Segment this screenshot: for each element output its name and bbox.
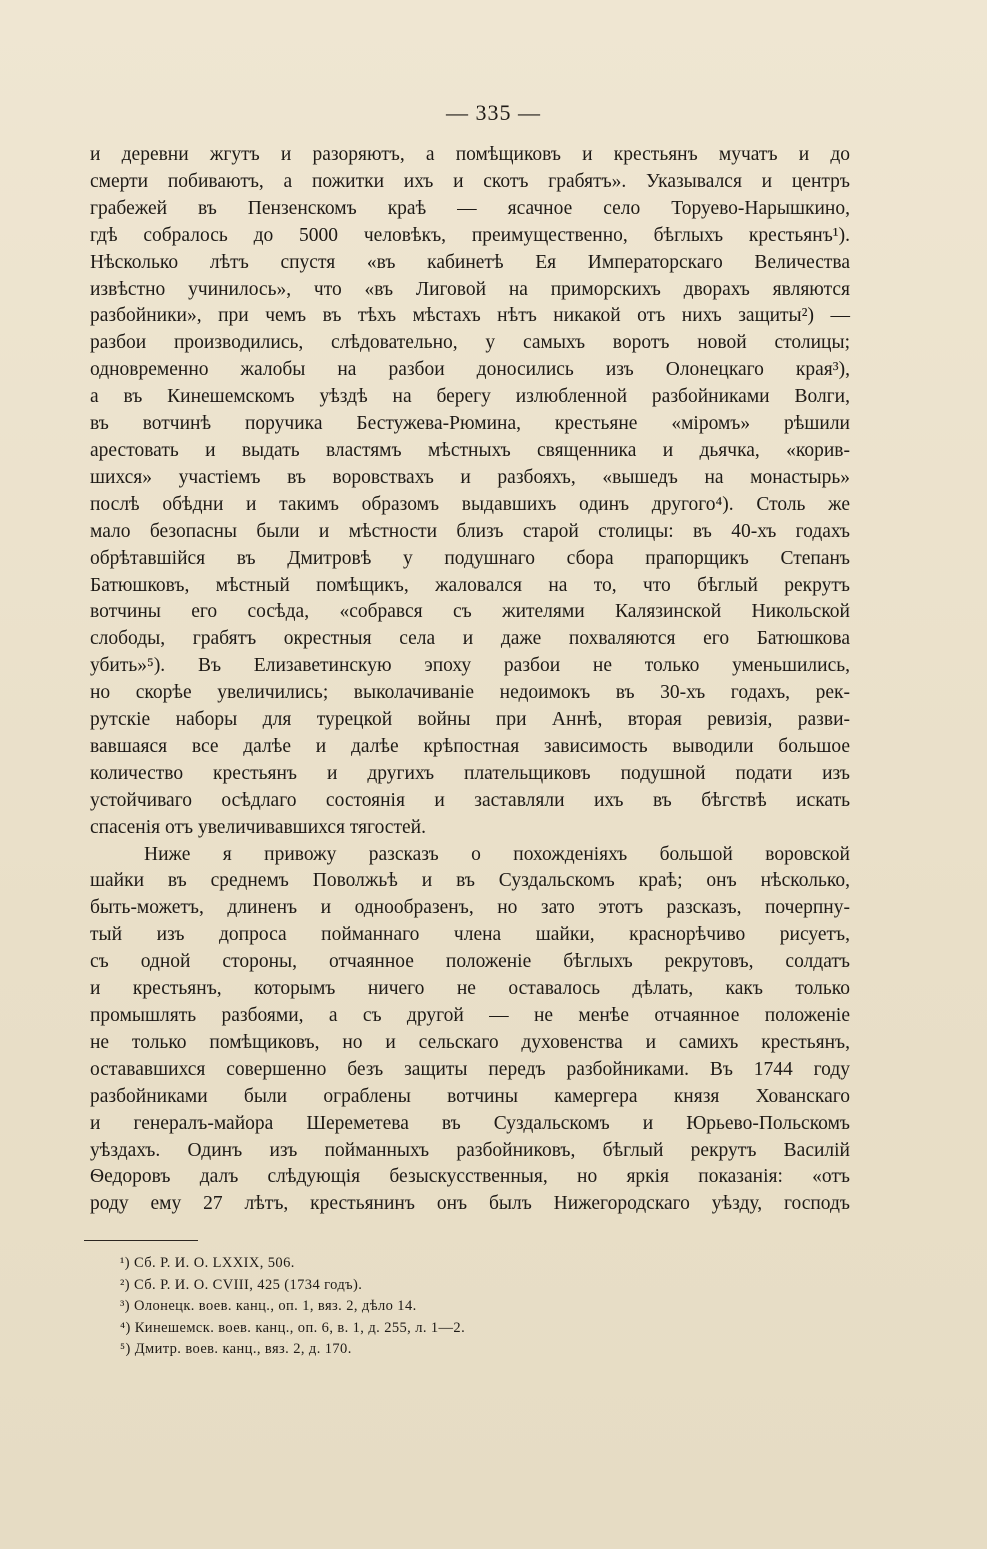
text-line: одновременно жалобы на разбои доносились изъ Олонецкаго края³), bbox=[90, 359, 850, 381]
text-line: шайки въ среднемъ Поволжьѣ и въ Суздальскомъ краѣ; онъ нѣсколько, bbox=[90, 870, 850, 892]
text-line: и крестьянъ, которымъ ничего не оставалось дѣлать, какъ только bbox=[90, 978, 850, 1000]
text-line: вотчины его сосѣда, «собрався съ жителями Калязинской Никольской bbox=[90, 601, 850, 623]
text-line: въ вотчинѣ поручика Бестужева-Рюмина, крестьяне «міромъ» рѣшили bbox=[90, 413, 850, 435]
text-line: разбойниками были ограблены вотчины камергера князя Хованскаго bbox=[90, 1085, 850, 1107]
text-line: остававшихся совершенно безъ защиты передъ разбойниками. Въ 1744 году bbox=[90, 1058, 850, 1080]
text-line: смерти побиваютъ, а пожитки ихъ и скотъ грабятъ». Указывался и центръ bbox=[90, 170, 850, 192]
text-line: рутскіе наборы для турецкой войны при Аннѣ, вторая ревизія, разви- bbox=[90, 709, 850, 731]
text-line: послѣ обѣдни и такимъ образомъ выдавшихъ одинъ другого⁴). Столь же bbox=[90, 493, 850, 515]
text-line: но скорѣе увеличились; выколачиваніе недоимокъ въ 30-хъ годахъ, рек- bbox=[90, 682, 850, 704]
footnote-4: ⁴) Кинешемск. воев. канц., оп. 6, в. 1, д. 255, л. 1—2. bbox=[120, 1319, 466, 1336]
footnote-2: ²) Сб. Р. И. О. CVIII, 425 (1734 годъ). bbox=[120, 1276, 363, 1293]
text-line: извѣстно учинилось», что «въ Лиговой на приморскихъ дворахъ являются bbox=[90, 278, 850, 300]
footnote-divider bbox=[84, 1240, 198, 1241]
footnote-5: ⁵) Дмитр. воев. канц., вяз. 2, д. 170. bbox=[120, 1341, 352, 1358]
text-line: гдѣ собралось до 5000 человѣкъ, преимущественно, бѣглыхъ крестьянъ¹). bbox=[90, 224, 850, 246]
text-line: грабежей въ Пензенскомъ краѣ — ясачное село Торуево-Нарышкино, bbox=[90, 197, 850, 219]
text-line: количество крестьянъ и другихъ плательщиковъ подушной подати изъ bbox=[90, 762, 850, 784]
text-line: разбои производились, слѣдовательно, у самыхъ воротъ новой столицы; bbox=[90, 332, 850, 354]
text-line: и генералъ-майора Шереметева въ Суздальскомъ и Юрьево-Польскомъ bbox=[90, 1112, 850, 1134]
page-number: — 335 — bbox=[446, 100, 541, 125]
text-line: быть-можетъ, длиненъ и однообразенъ, но зато этотъ разсказъ, почерпну- bbox=[90, 897, 850, 919]
text-line: уѣздахъ. Одинъ изъ пойманныхъ разбойниковъ, бѣглый рекрутъ Василій bbox=[90, 1139, 850, 1161]
footnote-3: ³) Олонецк. воев. канц., оп. 1, вяз. 2, дѣло 14. bbox=[120, 1298, 417, 1315]
body-text bbox=[90, 142, 850, 1218]
text-line: убить»⁵). Въ Елизаветинскую эпоху разбои не только уменьшились, bbox=[90, 655, 850, 677]
text-line: шихся» участіемъ въ воровствахъ и разбояхъ, «вышедъ на монастырь» bbox=[90, 466, 850, 488]
text-line: вавшаяся все далѣе и далѣе крѣпостная зависимость выводили большое bbox=[90, 735, 850, 757]
text-line: арестовать и выдать властямъ мѣстныхъ священника и дьячка, «корив- bbox=[90, 439, 850, 461]
text-line: обрѣтавшійся въ Дмитровѣ у подушнаго сбора прапорщикъ Степанъ bbox=[90, 547, 850, 569]
text-line: а въ Кинешемскомъ уѣздѣ на берегу излюбленной разбойниками Волги, bbox=[90, 386, 850, 408]
paragraph-1 bbox=[90, 142, 850, 842]
text-line: съ одной стороны, отчаянное положеніе бѣглыхъ рекрутовъ, солдатъ bbox=[90, 951, 850, 973]
text-line: тый изъ допроса пойманнаго члена шайки, краснорѣчиво рисуетъ, bbox=[90, 924, 850, 946]
text-line: роду ему 27 лѣтъ, крестьянинъ онъ былъ Нижегородскаго уѣзду, господъ bbox=[90, 1193, 850, 1215]
text-line: Ниже я привожу разсказъ о похожденіяхъ большой воровской bbox=[144, 843, 850, 865]
text-line: разбойники», при чемъ въ тѣхъ мѣстахъ нѣтъ никакой отъ нихъ защиты²) — bbox=[90, 305, 850, 327]
text-line: промышлять разбоями, а съ другой — не менѣе отчаянное положеніе bbox=[90, 1005, 850, 1026]
text-line: спасенія отъ увеличивавшихся тягостей. bbox=[90, 816, 426, 838]
text-line: устойчиваго осѣдлаго состоянія и заставляли ихъ въ бѣгствѣ искать bbox=[90, 789, 850, 811]
text-line: и деревни жгутъ и разоряютъ, а помѣщиковъ и крестьянъ мучатъ и до bbox=[90, 144, 850, 165]
text-line: не только помѣщиковъ, но и сельскаго духовенства и самихъ крестьянъ, bbox=[90, 1031, 850, 1053]
footnote-1: ¹) Сб. Р. И. О. LXXIX, 506. bbox=[120, 1255, 295, 1271]
text-line: Нѣсколько лѣтъ спустя «въ кабинетѣ Ея Императорскаго Величества bbox=[90, 251, 850, 273]
text-line: Ѳедоровъ далъ слѣдующія безыскусственныя, но яркія показанія: «отъ bbox=[90, 1166, 850, 1188]
text-line: Батюшковъ, мѣстный помѣщикъ, жаловался на то, что бѣглый рекрутъ bbox=[90, 574, 850, 596]
paragraph-2 bbox=[90, 842, 850, 1219]
footnotes bbox=[120, 1253, 820, 1361]
text-line: слободы, грабятъ окрестныя села и даже похваляются его Батюшкова bbox=[90, 628, 850, 650]
text-line: мало безопасны были и мѣстности близъ старой столицы: въ 40-хъ годахъ bbox=[90, 520, 850, 542]
